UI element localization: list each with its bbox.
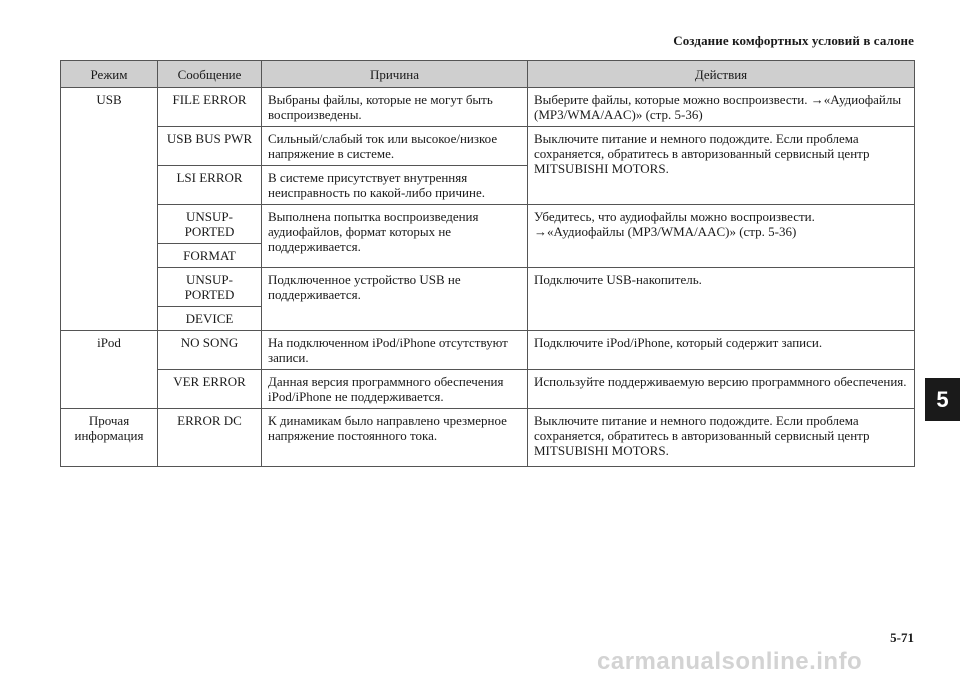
mode-cell: Прочая информация — [61, 409, 158, 467]
mode-cell: USB — [61, 88, 158, 331]
table-row — [61, 127, 915, 166]
action-cell: Выберите файлы, которые можно воспроизвести. →«Аудиофайлы (MP3/WMA/AAC)» (стр. 5-36) — [528, 88, 915, 127]
chapter-tab — [925, 378, 960, 421]
column-header-cause: Причина — [262, 61, 528, 88]
table-row — [61, 88, 915, 127]
table-row — [61, 268, 915, 307]
column-header-mode: Режим — [61, 61, 158, 88]
column-header-action: Действия — [528, 61, 915, 88]
message-cell: UNSUP-PORTED — [158, 205, 262, 244]
message-cell: FORMAT — [158, 244, 262, 268]
message-cell: LSI ERROR — [158, 166, 262, 205]
message-cell: ERROR DC — [158, 409, 262, 467]
watermark-text: carmanualsonline.info — [597, 648, 863, 675]
page-header-title: Создание комфортных условий в салоне — [673, 33, 914, 48]
action-cell: Подключите USB-накопитель. — [528, 268, 915, 331]
action-cell: Выключите питание и немного подождите. Если проблема сохраняется, обратитесь в авторизованный сервисный центр MITSUBISHI MOTORS. — [528, 409, 915, 467]
message-cell: VER ERROR — [158, 370, 262, 409]
cause-cell: Данная версия программного обеспечения iPod/iPhone не поддерживается. — [262, 370, 528, 409]
action-cell: Подключите iPod/iPhone, который содержит записи. — [528, 331, 915, 370]
cause-cell: В системе присутствует внутренняя неисправность по какой-либо причине. — [262, 166, 528, 205]
page-number: 5-71 — [890, 630, 914, 645]
cause-cell: Подключенное устройство USB не поддерживается. — [262, 268, 528, 331]
cause-cell: К динамикам было направлено чрезмерное напряжение постоянного тока. — [262, 409, 528, 467]
action-cell: Убедитесь, что аудиофайлы можно воспроизвести. →«Аудиофайлы (MP3/WMA/AAC)» (стр. 5-36) — [528, 205, 915, 268]
mode-cell: iPod — [61, 331, 158, 409]
message-cell: NO SONG — [158, 331, 262, 370]
message-cell: FILE ERROR — [158, 88, 262, 127]
cause-cell: Выбраны файлы, которые не могут быть воспроизведены. — [262, 88, 528, 127]
action-cell: Выключите питание и немного подождите. Если проблема сохраняется, обратитесь в авторизованный сервисный центр MITSUBISHI MOTORS. — [528, 127, 915, 205]
cause-cell: Сильный/слабый ток или высокое/низкое напряжение в системе. — [262, 127, 528, 166]
chapter-number: 5 — [936, 386, 949, 412]
column-header-message: Сообщение — [158, 61, 262, 88]
table-row — [61, 409, 915, 467]
table-row — [61, 205, 915, 244]
troubleshooting-table — [60, 60, 915, 467]
message-cell: USB BUS PWR — [158, 127, 262, 166]
table-row — [61, 331, 915, 370]
cause-cell: На подключенном iPod/iPhone отсутствуют записи. — [262, 331, 528, 370]
message-cell: DEVICE — [158, 307, 262, 331]
action-cell: Используйте поддерживаемую версию программного обеспечения. — [528, 370, 915, 409]
table-header-row — [61, 61, 915, 88]
table-row — [61, 370, 915, 409]
message-cell: UNSUP-PORTED — [158, 268, 262, 307]
cause-cell: Выполнена попытка воспроизведения аудиофайлов, формат которых не поддерживается. — [262, 205, 528, 268]
